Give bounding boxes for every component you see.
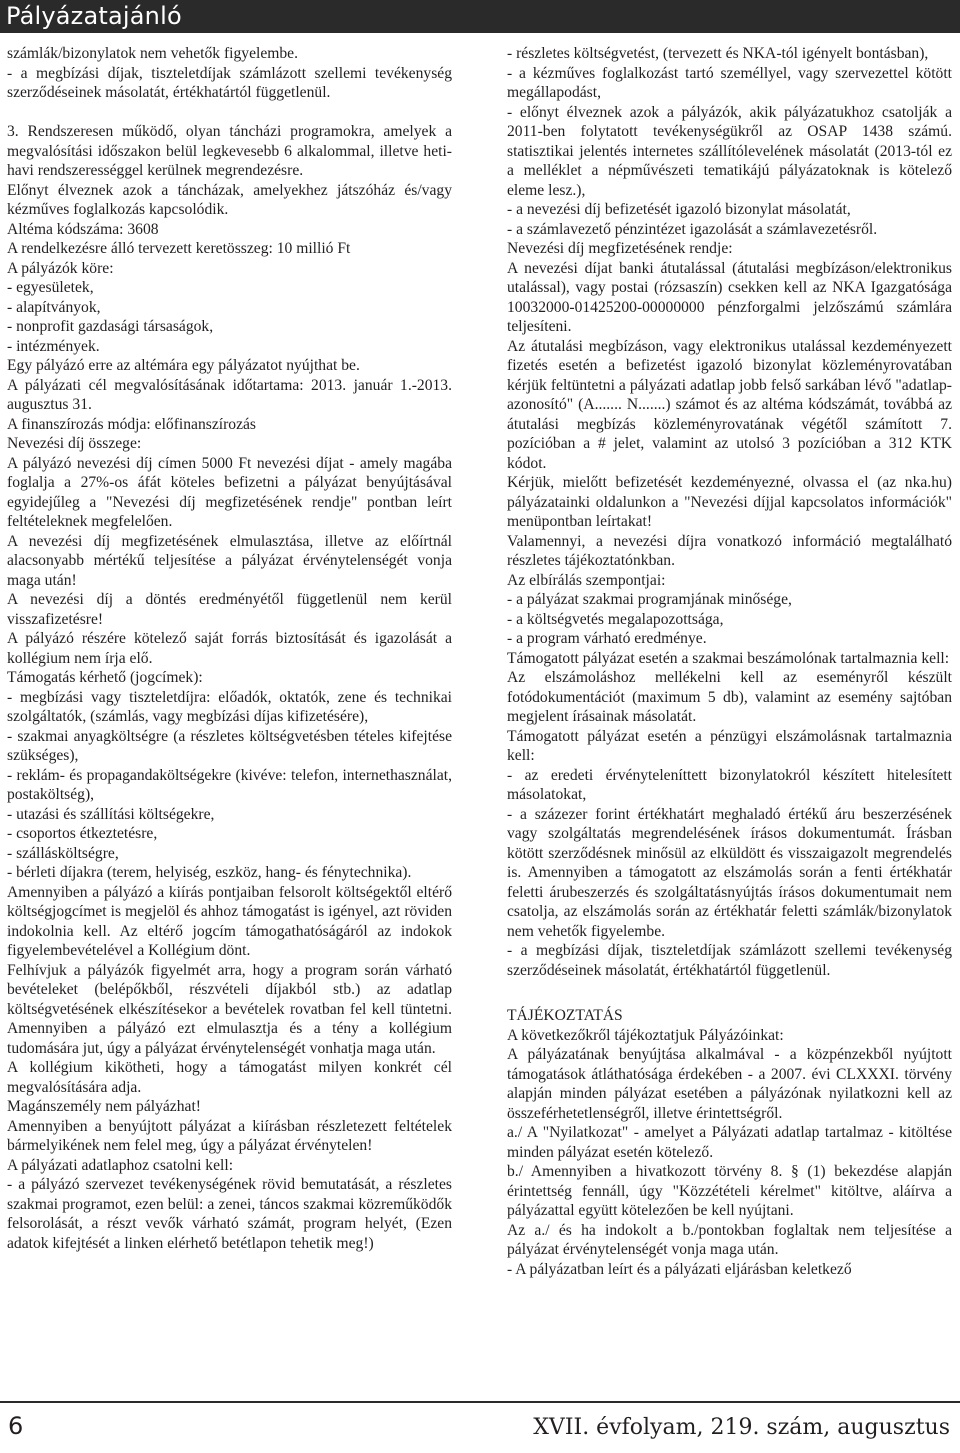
paragraph: - az eredeti érvényteleníttett bizonylatokról készített hitelesített másolatokat, — [507, 766, 952, 803]
paragraph: A nevezési díj a döntés eredményétől függetlenül nem kerül visszafizetésre! — [7, 591, 452, 628]
paragraph: 3. Rendszeresen működő, olyan táncházi programokra, amelyek a megvalósítási időszakon belül legkevesebb 6 alkalommal, illetve heti-havi rendszerességgel kerülnek megrendezésre. — [7, 123, 452, 179]
paragraph: - nonprofit gazdasági társaságok, — [7, 318, 214, 335]
paragraph: Az átutalási megbízáson, vagy elektronikus utalással kezdeményezett fizetés esetén a befizetést igazoló bizonylat közleményrovatában kérjük feltüntetni a pályázati adatlap jobb felső sarkában lévő "adatlap-azonosító" (A....... N.......) számot és az altéma kódszámát, továbbá az átutalási megbízás közleményrovatának végétől számított 7. pozícióban a # jelet, valamint az utolsó 3 pozícióban a 312 KTK kódot. — [507, 337, 952, 472]
paragraph: - a megbízási díjak, tiszteletdíjak számlázott szellemi tevékenység szerződéseinek másolatát, értékhatártól függetlenül. — [507, 942, 952, 979]
paragraph: A pályázati adatlaphoz csatolni kell: — [7, 1156, 234, 1174]
paragraph: - a megbízási díjak, tiszteletdíjak számlázott szellemi tevékenység szerződéseinek másolatát, értékhatártól függetlenül. — [7, 64, 452, 101]
paragraph: - utazási és szállítási költségekre, — [7, 805, 215, 823]
page-number: 6 — [8, 1412, 24, 1440]
paragraph: - a kézműves foglalkozást tartó személlyel, vagy szervezettel kötött megállapodást, — [507, 64, 952, 101]
paragraph: Magánszemély nem pályázhat! — [7, 1098, 201, 1115]
paragraph: Az a./ és ha indokolt a b./pontokban foglaltak nem teljesítése a pályázat érvénytelenségét vonja maga után. — [507, 1221, 952, 1258]
paragraph: A nevezési díj megfizetésének elmulasztása, illetve az előírtnál alacsonyabb mértékű teljesítése a pályázat érvénytelenségét vonja maga után! — [7, 532, 452, 589]
paragraph: A pályázati cél megvalósításának időtartama: 2013. január 1.-2013. augusztus 31. — [7, 376, 452, 413]
paragraph: Az elbírálás szempontjai: — [507, 571, 666, 589]
paragraph: - bérleti díjakra (terem, helyiség, eszköz, hang- és fénytechnika). — [7, 864, 412, 881]
paragraph: A finanszírozás módja: előfinanszírozás — [7, 415, 256, 433]
paragraph: - a költségvetés megalapozottsága, — [507, 610, 724, 628]
paragraph: Előnyt élveznek azok a táncházak, amelyekhez játszóház és/vagy kézműves foglalkozás kapcsolódik. — [7, 181, 452, 218]
paragraph: - egyesületek, — [7, 279, 94, 296]
paragraph: - a számlavezető pénzintézet igazolását a számlavezetésről. — [507, 220, 878, 238]
paragraph: - a program várható eredménye. — [507, 630, 707, 647]
section-title: Pályázatajánló — [6, 2, 182, 30]
paragraph: A nevezési díjat banki átutalással (átutalási megbízáson/elektronikus utalással), vagy postai (rózsaszín) csekken kell az NKA Igazgatósága 10032000-01425200-00000000 pénzforgalmi jelzőszámú számlára teljesíteni. — [507, 259, 952, 335]
left-column — [7, 44, 452, 1253]
paragraph: Valamennyi, a nevezési díjra vonatkozó információ megtalálható részletes tájékoztatónkban. — [507, 532, 952, 569]
paragraph-spacer — [7, 103, 452, 123]
issue-label: XVII. évfolyam, 219. szám, augusztus — [533, 1415, 950, 1440]
paragraph: A pályázó részére kötelező saját forrás biztosítását és igazolását a kollégium nem írja elő. — [7, 630, 452, 667]
paragraph: A pályázatának benyújtása alkalmával - a közpénzekből nyújtott támogatások átláthatósága érdekében - a 2007. évi CLXXXI. törvény alapján minden pályázat esetében a pályázónak nyilatkozni kell az összeférhetetlenségről, illetve érintettségről. — [507, 1046, 952, 1122]
paragraph: Amennyiben a benyújtott pályázat a kiírásban részletezett feltételek bármelyikének nem felel meg, úgy a pályázat érvénytelen! — [7, 1117, 452, 1154]
paragraph: - csoportos étkeztetésre, — [7, 825, 158, 842]
paragraph: A pályázók köre: — [7, 259, 114, 277]
paragraph: A következőkről tájékoztatjuk Pályázóinkat: — [507, 1026, 784, 1044]
paragraph: - szállásköltségre, — [7, 844, 119, 862]
page-header — [0, 0, 960, 33]
paragraph: TÁJÉKOZTATÁS — [507, 1007, 623, 1024]
paragraph: - reklám- és propagandaköltségekre (kivéve: telefon, internethasználat, postaköltség), — [7, 766, 452, 803]
paragraph: - a nevezési díj befizetését igazoló bizonylat másolatát, — [507, 201, 851, 218]
paragraph: - a százezer forint értékhatárt meghaladó értékű áru beszerzésének vagy szolgáltatás megrendelésének írásos dokumentumát. Írásban kötött szerződésnek minősül az elküldött és visszaigazolt megrendelés is. Amennyiben a támogatott az elszámolás során a fenti értékhatár feletti árubeszerzés és szolgáltatásnyújtás írásos dokumentumait nem csatolja, az elszámolás során az értékhatár feletti számlák/bizonylatok nem vehetők figyelembe. — [507, 805, 952, 940]
paragraph: - előnyt élveznek azok a pályázók, akik pályázatukhoz csatolják a 2011-ben folytatott tevékenységükről az OSAP 1438 számú. statisztikai jelentés internetes szállítólevelének másolatát (2013-tól ez a melléklet a népművészeti tematikájú pályázatoknak is kötelező eleme lesz.), — [507, 103, 952, 199]
paragraph-spacer — [507, 980, 952, 1006]
paragraph: A rendelkezésre álló tervezett keretösszeg: 10 millió Ft — [7, 240, 351, 257]
paragraph: Nevezési díj megfizetésének rendje: — [507, 240, 733, 257]
paragraph: Egy pályázó erre az altémára egy pályázatot nyújthat be. — [7, 357, 360, 374]
paragraph: Nevezési díj összege: — [7, 435, 142, 452]
paragraph: A pályázó nevezési díj címen 5000 Ft nevezési díjat - amely magába foglalja a 27%-os áfát köteles befizetni a pályázat benyújtásával egyidejűleg a "Nevezési díj megfizetésének rendje" pontban leírt feltételeknek megfelelően. — [7, 454, 452, 530]
paragraph: - részletes költségvetést, (tervezett és NKA-tól igényelt bontásban), — [507, 45, 929, 62]
paragraph: - szakmai anyagköltségre (a részletes költségvetésben tételes kifejtése szükséges), — [7, 727, 452, 764]
paragraph: - A pályázatban leírt és a pályázati eljárásban keletkező — [507, 1260, 852, 1278]
paragraph: Amennyiben a pályázó a kiírás pontjaiban felsorolt költségektől eltérő költségjogcímet is megjelöl és ahhoz támogatást is igényel, azt röviden indokolnia kell. Az eltérő jogcím támogathatóságáról az indokok figyelembevételével a Kollégium dönt. — [7, 883, 452, 959]
paragraph: - intézmények. — [7, 337, 100, 355]
paragraph: Altéma kódszáma: 3608 — [7, 220, 159, 238]
paragraph: Felhívjuk a pályázók figyelmét arra, hogy a program során várható bevételeket (belépőkből, részvételi díjakból stb.) az adatlap költségvetésének elkészítésekor a bevételek rovatban fel kell tüntetni. Amennyiben a pályázó ezt elmulasztja és a tény a kollégium tudomására jut, úgy a pályázat érvénytelenségét vonhatja maga után. — [7, 961, 452, 1057]
paragraph: - megbízási vagy tiszteletdíjra: előadók, oktatók, zene és technikai szolgáltatók, (számlás, vagy megbízási díjas kifizetésére), — [7, 688, 452, 725]
paragraph: - a pályázat szakmai programjának minősége, — [507, 591, 792, 608]
paragraph: b./ Amennyiben a hivatkozott törvény 8. § (1) bekezdése alapján érintettség fennáll, úgy "Közzétételi kérelmet" kitöltve, aláírva a pályázattal együtt kötelezően be kell nyújtani. — [507, 1163, 952, 1219]
paragraph: - alapítványok, — [7, 298, 101, 316]
paragraph: Az elszámoláshoz mellékelni kell az eseményről készült fotódokumentációt (maximum 5 db), valamint az esemény sajtóban megjelent írásainak másolatát. — [507, 669, 952, 725]
paragraph: Kérjük, mielőtt befizetését kezdeményezné, olvassa el (az nka.hu) pályázatainki oldalunkon a "Nevezési díjjal kapcsolatos információk" menüpontban leírtakat! — [507, 474, 952, 530]
paragraph: Támogatott pályázat esetén a szakmai beszámolónak tartalmaznia kell: — [507, 649, 950, 667]
paragraph: Támogatás kérhető (jogcímek): — [7, 669, 203, 686]
paragraph: a./ A "Nyilatkozat" - amelyet a Pályázati adatlap tartalmaz - kitöltése minden pályázat esetén kötelező. — [507, 1124, 952, 1161]
paragraph: számlák/bizonylatok nem vehetők figyelembe. — [7, 45, 298, 62]
paragraph: A kollégium kikötheti, hogy a támogatást milyen konkrét cél megvalósítására adja. — [7, 1059, 452, 1096]
paragraph: - a pályázó szervezet tevékenységének rövid bemutatását, a részletes szakmai programot, ezen belül: a zenei, táncos szakmai közreműködők felsorolását, a részt vevők várható számát, program helyét, (Ezen adatok kifejtését a linken elérhető betétlapon tehetik meg!) — [7, 1176, 452, 1252]
paragraph: Támogatott pályázat esetén a pénzügyi elszámolásnak tartalmaznia kell: — [507, 727, 952, 764]
right-column — [507, 44, 952, 1279]
footer-divider — [0, 1401, 960, 1403]
